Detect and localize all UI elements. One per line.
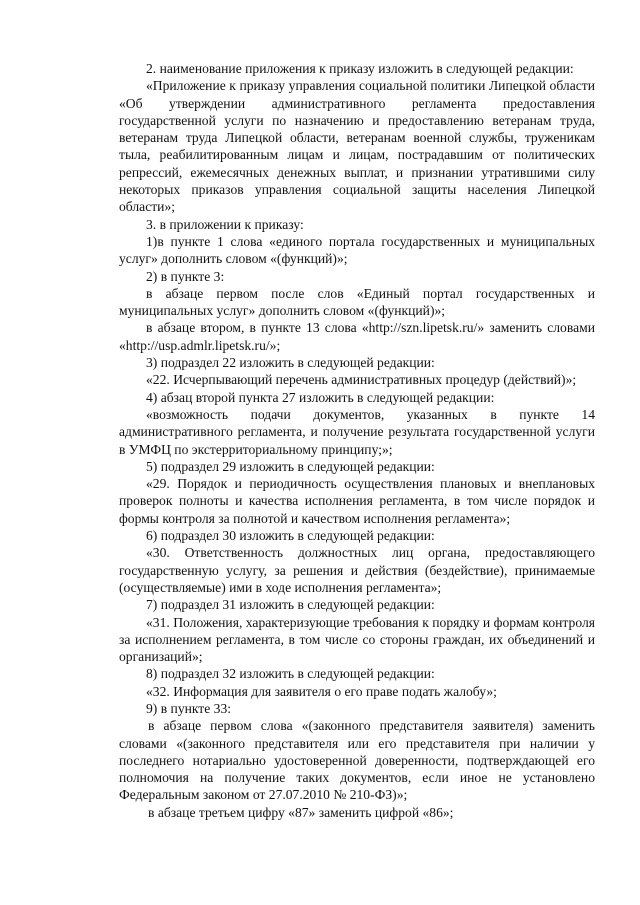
paragraph-item-2-title: 2. наименование приложения к приказу изложить в следующей редакции:: [146, 61, 574, 76]
paragraph-subitem-2-first-abzac: в абзаце первом после слов «Единый портал государственных и муниципальных услуг» дополнить словом «(функций)»;: [119, 285, 595, 319]
paragraph-section-31-text: «31. Положения, характеризующие требования к порядку и формам контроля за исполнением регламента, в том числе со стороны граждан, их объединений и организаций»;: [119, 614, 595, 665]
paragraph-section-22-text: «22. Исчерпывающий перечень административных процедур (действий)»;: [146, 372, 577, 388]
paragraph-subitem-8: 8) подраздел 32 изложить в следующей редакции:: [146, 666, 435, 682]
paragraph-subitem-2: 2) в пункте 3:: [146, 268, 225, 284]
paragraph-item-3: 3. в приложении к приказу:: [146, 216, 304, 232]
paragraph-section-32-text: «32. Информация для заявителя о его праве подать жалобу»;: [146, 683, 497, 699]
paragraph-subitem-6: 6) подраздел 30 изложить в следующей редакции:: [146, 528, 435, 544]
paragraph-subitem-9: 9) в пункте 33:: [146, 700, 232, 716]
paragraph-item-27-text: «возможность подачи документов, указанных в пункте 14 административного регламента, и получение результата государственной услуги в УМФЦ по экстерриториальному принципу;»;: [119, 406, 595, 457]
paragraph-item-33-third-abzac: в абзаце третьем цифру «87» заменить цифрой «86»;: [148, 804, 454, 820]
paragraph-subitem-5: 5) подраздел 29 изложить в следующей редакции:: [146, 458, 435, 474]
paragraph-item-33-first-abzac: в абзаце первом слова «(законного представителя заявителя) заменить словами «(законного представителя или его представителя при наличии у последнего нотариально удостоверенной доверенности, подтверждающей его полномочия на получение таких документов, если иное не установлено Федеральным законом от 27.07.2010 № 210-ФЗ)»;: [119, 718, 595, 803]
paragraph-subitem-2-second-abzac: в абзаце втором, в пункте 13 слова «http://szn.lipetsk.ru/» заменить словами «http://usp.admlr.lipetsk.ru/»;: [119, 320, 595, 353]
paragraph-subitem-7: 7) подраздел 31 изложить в следующей редакции:: [146, 597, 435, 613]
paragraph-subitem-3: 3) подраздел 22 изложить в следующей редакции:: [146, 355, 435, 371]
paragraph-subitem-4: 4) абзац второй пункта 27 изложить в следующей редакции:: [146, 389, 495, 405]
document-body: [119, 60, 595, 821]
paragraph-appendix-title-text: «Приложение к приказу управления социальной политики Липецкой области «Об утверждении административного регламента предоставления государственной услуги по назначению и предоставлению ветеранам труда, ветеранам труда Липецкой области, ветеранам военной службы, труженикам тыла, реабилитированным лицам и лицам, пострадавшим от политических репрессий, ежемесячных денежных выплат, и признании утратившими силу некоторых приказов управления социальной защиты населения Липецкой области»;: [119, 78, 595, 215]
paragraph-section-29-text: «29. Порядок и периодичность осуществления плановых и внеплановых проверок полноты и качества исполнения регламента, в том числе порядок и формы контроля за полнотой и качеством исполнения регламента»;: [119, 476, 595, 526]
paragraph-subitem-1: 1)в пункте 1 слова «единого портала государственных и муниципальных услуг» дополнить словом «(функций)»;: [119, 233, 595, 267]
paragraph-section-30-text: «30. Ответственность должностных лиц органа, предоставляющего государственную услугу, за решения и действия (бездействие), принимаемые (осуществляемые) ими в ходе исполнения регламента»;: [119, 545, 595, 595]
